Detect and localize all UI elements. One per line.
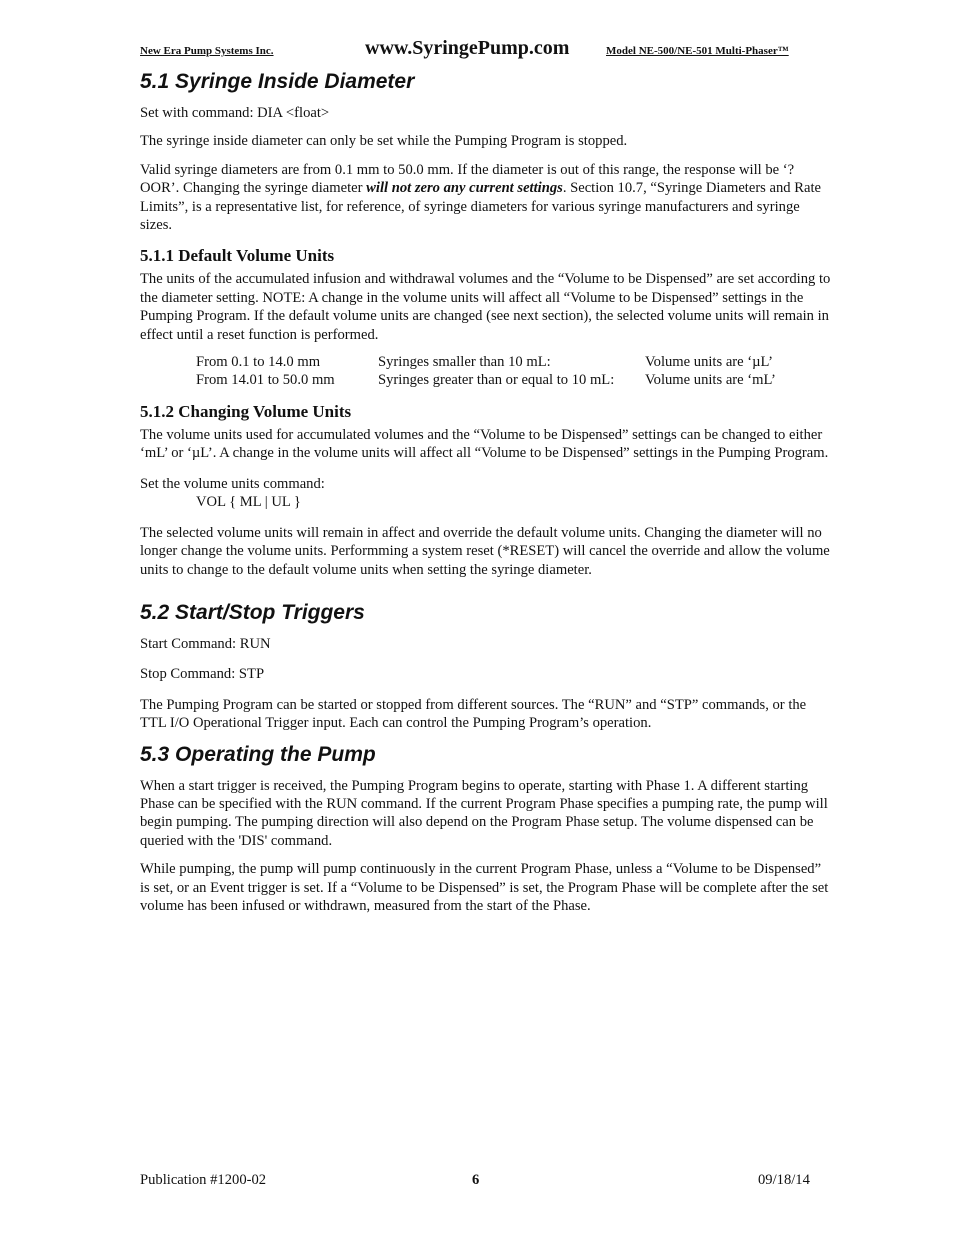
s511-paragraph-1: The units of the accumulated infusion and withdrawal volumes and the “Volume to be Dispensed” are set according to the diameter setting. NOTE: A change in the volume units will affect all “Volume to be Dispensed” settings in the Pumping Program. If the default volume units are changed (see next section), the selected volume units will remain in effect until a reset function is performed. [140, 271, 831, 343]
s512-command-label: Set the volume units command: [140, 475, 325, 492]
s512-command: VOL { ML | UL } [196, 494, 301, 511]
s512-paragraph-1: The volume units used for accumulated volumes and the “Volume to be Dispensed” settings can be changed to either ‘mL’ or ‘µL’. A change in the volume units will affect all “Volume to be Dispensed” settings in the Pumping Program. [140, 427, 829, 462]
s51-p2-c: . Section 10.7, “Syringe Diameters and Rate Limits”, is a representative list, for reference, of syringe diameters for various syringe manufacturers and syringe sizes. [140, 180, 821, 234]
volume-units-table [140, 354, 832, 391]
range-cell: From 0.1 to 14.0 mm [196, 354, 321, 371]
s51-paragraph-1: The syringe inside diameter can only be set while the Pumping Program is stopped. [140, 133, 628, 150]
units-cell: Volume units are ‘µL’ [645, 354, 773, 371]
range-cell: From 14.01 to 50.0 mm [196, 372, 335, 389]
s52-stop-command: Stop Command: STP [140, 666, 265, 683]
section-5-1-title: 5.1 Syringe Inside Diameter [140, 70, 415, 93]
s51-command: Set with command: DIA <float> [140, 105, 330, 121]
header-website: www.SyringePump.com [365, 37, 570, 59]
page-content [140, 68, 832, 915]
s51-p2-emphasis: will not zero any current settings [366, 180, 563, 197]
desc-cell: Syringes smaller than 10 mL: [378, 354, 551, 371]
section-5-1-2-title: 5.1.2 Changing Volume Units [140, 402, 352, 422]
table-row [140, 354, 832, 372]
footer-publication: Publication #1200-02 [140, 1172, 267, 1188]
s52-start-command: Start Command: RUN [140, 635, 271, 652]
footer-page-number: 6 [472, 1172, 480, 1188]
header-company: New Era Pump Systems Inc. [140, 45, 274, 57]
desc-cell: Syringes greater than or equal to 10 mL: [378, 372, 615, 389]
s53-paragraph-1: When a start trigger is received, the Pumping Program begins to operate, starting with Phase 1. A different starting Phase can be specified with the RUN command. If the current Program Phase specifies a pumping rate, the pump will begin pumping. The pumping direction will also depend on the Program Phase setup. The volume dispensed can be queried with the 'DIS' command. [140, 777, 828, 849]
s51-paragraph-2 [140, 161, 832, 235]
s53-paragraph-2: While pumping, the pump will pump continuously in the current Program Phase, unless a “Volume to be Dispensed” is set, or an Event trigger is set. If a “Volume to be Dispensed” is set, the Program Phase will be complete after the set volume has been infused or withdrawn, measured from the start of the Phase. [140, 861, 829, 914]
units-cell: Volume units are ‘mL’ [645, 372, 776, 389]
header-model: Model NE-500/NE-501 Multi-Phaser™ [606, 45, 789, 57]
table-row [140, 372, 832, 390]
s512-paragraph-2: The selected volume units will remain in affect and override the default volume units. Changing the diameter will no longer change the volume units. Performming a system reset (*RESET) will cancel the override and allow the volume units to change to the default volume units when setting the syringe diameter. [140, 524, 830, 578]
s52-paragraph-1: The Pumping Program can be started or stopped from different sources. The “RUN” and “STP” commands, or the TTL I/O Operational Trigger input. Each can control the Pumping Program’s operation. [140, 696, 807, 732]
section-5-1-1-title: 5.1.1 Default Volume Units [140, 246, 335, 266]
footer-date: 09/18/14 [758, 1172, 810, 1188]
s51-p2-a: Valid syringe diameters are from 0.1 mm to 50.0 mm. If the diameter is out of this range, the response will be ‘?OOR’. Changing the syringe diameter [140, 161, 795, 197]
section-5-3-title: 5.3 Operating the Pump [140, 742, 376, 766]
section-5-2-title: 5.2 Start/Stop Triggers [140, 600, 365, 624]
